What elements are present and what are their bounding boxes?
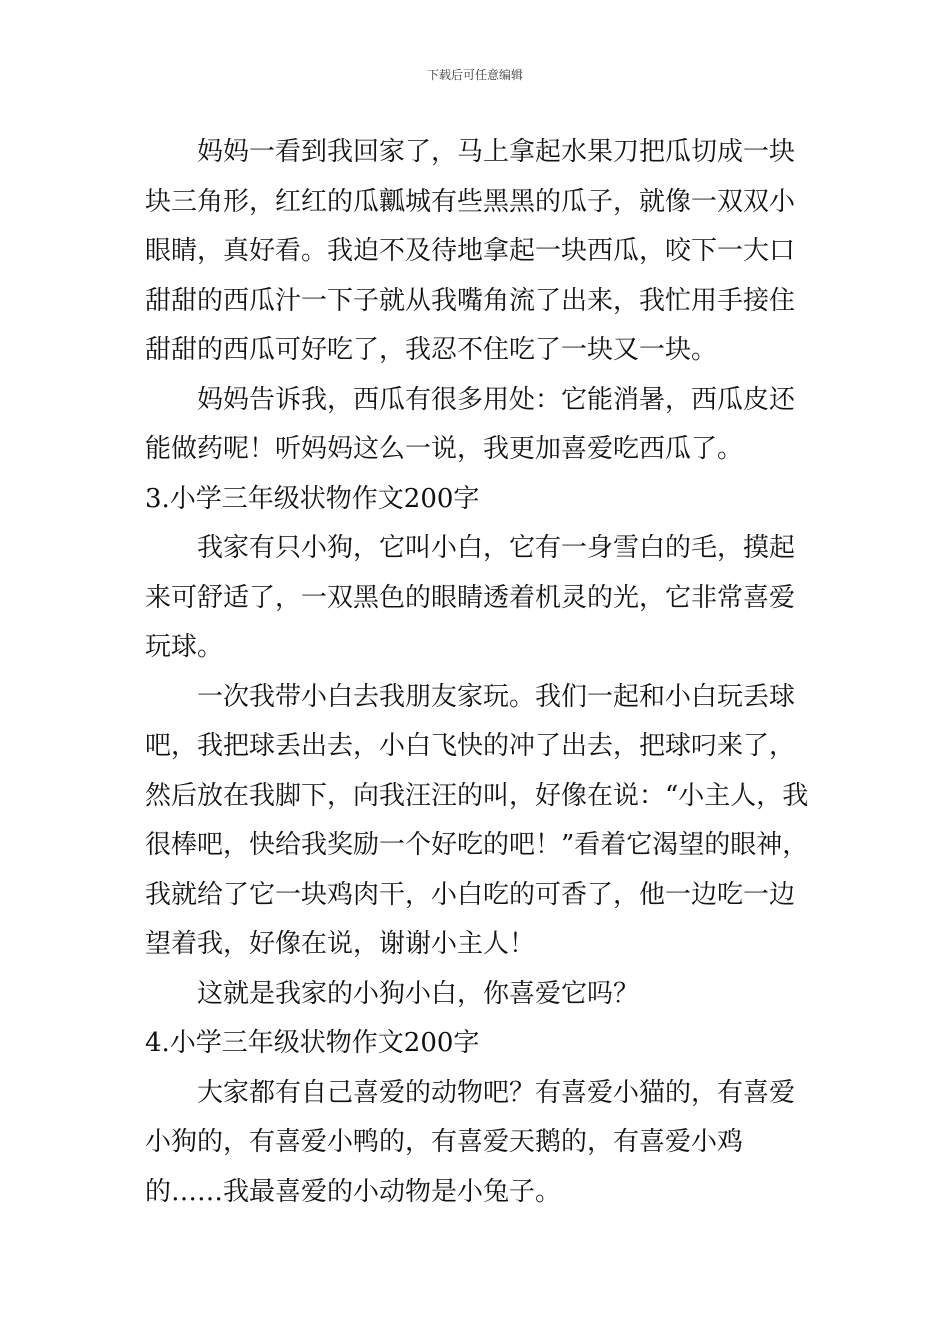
paragraph: 妈妈告诉我，西瓜有很多用处：它能消暑，西瓜皮还能做药呢！听妈妈这么一说，我更加喜爱吃西瓜了。 xyxy=(145,384,796,464)
page-header: 下载后可任意编辑 xyxy=(426,68,523,82)
section-heading: 4.小学三年级状物作文200字 xyxy=(145,1028,480,1058)
paragraph: 我家有只小狗，它叫小白，它有一身雪白的毛，摸起来可舒适了，一双黑色的眼睛透着机灵的光，它非常喜爱玩球。 xyxy=(145,533,796,662)
paragraph: 大家都有自己喜爱的动物吧？有喜爱小猫的，有喜爱小狗的，有喜爱小鸭的，有喜爱天鹅的，有喜爱小鸡的……我最喜爱的小动物是小兔子。 xyxy=(145,1077,796,1207)
document-body xyxy=(145,128,810,1217)
paragraph: 这就是我家的小狗小白，你喜爱它吗？ xyxy=(197,978,640,1009)
section-heading: 3.小学三年级状物作文200字 xyxy=(145,483,480,514)
paragraph: 一次我带小白去我朋友家玩。我们一起和小白玩丢球吧，我把球丢出去，小白飞快的冲了出去，把球叼来了，然后放在我脚下，向我汪汪的叫，好像在说：“小主人，我很棒吧，快给我奖励一个好吃的吧！”看着它渴望的眼神，我就给了它一块鸡肉干，小白吃的可香了，他一边吃一边望着我，好像在说，谢谢小主人！ xyxy=(145,681,809,959)
paragraph: 妈妈一看到我回家了，马上拿起水果刀把瓜切成一块块三角形，红红的瓜瓤城有些黑黑的瓜子，就像一双双小眼睛，真好看。我迫不及待地拿起一块西瓜，咬下一大口甜甜的西瓜汁一下子就从我嘴角流了出来，我忙用手接住甜甜的西瓜可好吃了，我忍不住吃了一块又一块。 xyxy=(145,137,796,365)
